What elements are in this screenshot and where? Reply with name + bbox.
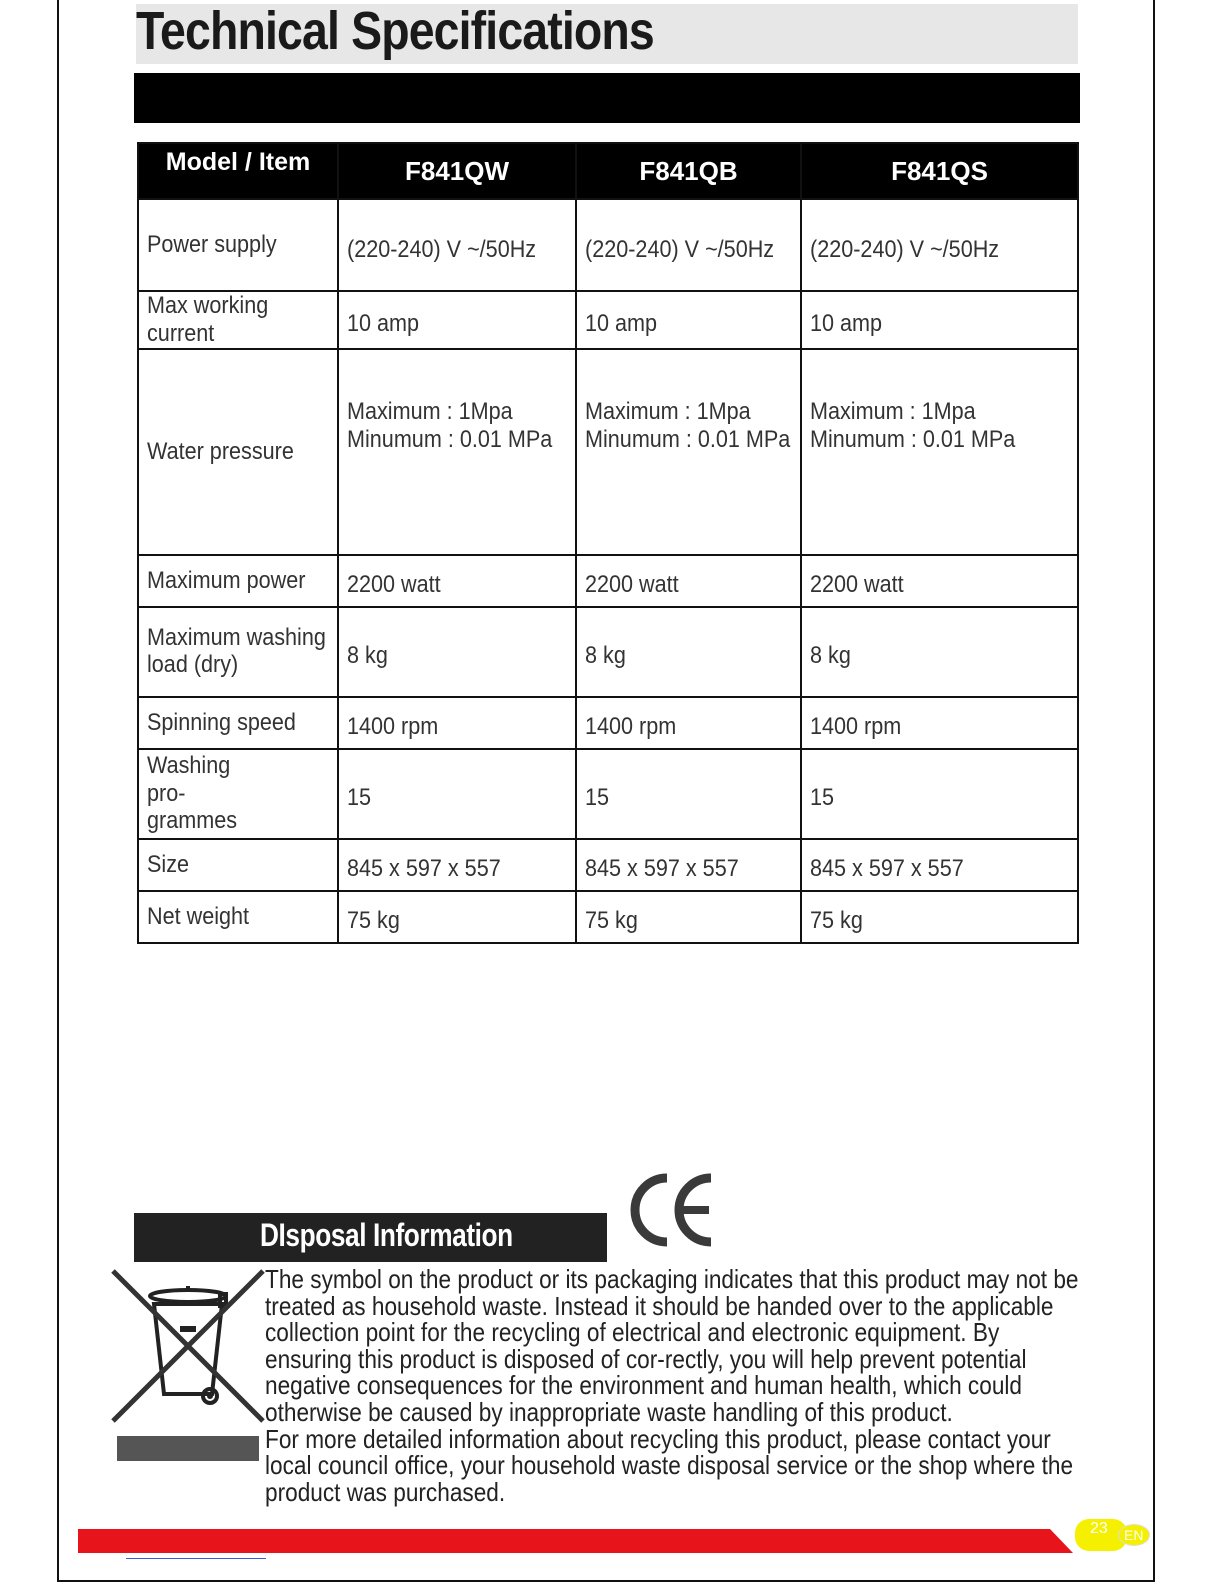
table-cell <box>576 891 801 943</box>
row-label-text: Maximum washing load (dry) <box>147 623 326 679</box>
column-header: F841QB <box>576 143 801 199</box>
table-cell <box>338 199 576 291</box>
cell-value: 1400 rpm <box>347 712 439 740</box>
column-header: Model / Item <box>138 143 338 199</box>
table-cell <box>338 349 576 555</box>
cell-value: 8 kg <box>585 641 626 669</box>
table-cell <box>801 199 1078 291</box>
row-label <box>138 697 338 749</box>
disposal-body <box>265 1266 1083 1505</box>
row-label-text: Net weight <box>147 902 250 930</box>
row-label <box>138 199 338 291</box>
table-cell <box>801 291 1078 349</box>
cell-value-max: Maximum : 1Mpa <box>585 397 751 425</box>
table-cell <box>338 697 576 749</box>
disposal-heading: DIsposal Information <box>260 1217 513 1253</box>
spec-table <box>137 142 1079 944</box>
table-row <box>138 839 1078 891</box>
cell-value: (220-240) V ~/50Hz <box>810 236 1000 263</box>
table-row <box>138 291 1078 349</box>
row-label-text: Spinning speed <box>147 708 296 736</box>
table-row <box>138 749 1078 839</box>
row-label <box>138 291 338 349</box>
cell-value: 15 <box>585 783 610 811</box>
footer-red-strip <box>78 1529 1078 1553</box>
disposal-paragraph: The symbol on the product or its packaging indicates that this product may not be treated as household waste. Instead it should be handed over to the applicable collection point for the recycling of electrical and electronic equipment. By ensuring this product is disposed of cor-rectly, you will help prevent potential negative consequences for the environment and human health, which could otherwise be caused by inappropriate waste handling of this product. <box>265 1264 1079 1427</box>
row-label <box>138 349 338 555</box>
ce-mark-icon <box>627 1172 717 1248</box>
table-cell <box>338 291 576 349</box>
page-number: 23 <box>1090 1520 1108 1537</box>
row-label-text: Max working current <box>147 292 269 347</box>
table-cell <box>576 555 801 607</box>
table-cell <box>338 555 576 607</box>
bin-symbol-bar <box>117 1436 259 1461</box>
cell-value: 75 kg <box>585 906 638 934</box>
table-row <box>138 607 1078 697</box>
cell-value: (220-240) V ~/50Hz <box>347 236 537 263</box>
table-cell <box>576 349 801 555</box>
table-cell <box>801 349 1078 555</box>
table-row <box>138 349 1078 555</box>
footer-line <box>126 1558 266 1559</box>
row-label-text: Water pressure <box>147 437 294 465</box>
row-label <box>138 749 338 839</box>
table-cell <box>801 839 1078 891</box>
row-label-text: Size <box>147 850 190 878</box>
table-cell <box>801 891 1078 943</box>
cell-value-max: Maximum : 1Mpa <box>347 397 513 425</box>
table-cell <box>338 891 576 943</box>
cell-value: 1400 rpm <box>810 712 902 740</box>
row-label-text: Power supply <box>147 231 277 258</box>
table-cell <box>338 749 576 839</box>
cell-value: 10 amp <box>585 309 658 337</box>
table-row <box>138 891 1078 943</box>
table-cell <box>576 199 801 291</box>
table-cell <box>576 749 801 839</box>
cell-value: 845 x 597 x 557 <box>810 854 964 882</box>
cell-value-max: Maximum : 1Mpa <box>810 397 976 425</box>
table-cell <box>801 697 1078 749</box>
cell-value: 2200 watt <box>347 570 441 598</box>
row-label-text: Washing pro-grammes <box>147 752 238 835</box>
language-code: EN <box>1124 1527 1144 1543</box>
cell-value-min: Minumum : 0.01 MPa <box>347 425 553 453</box>
cell-value: 75 kg <box>347 906 400 934</box>
cell-value-min: Minumum : 0.01 MPa <box>585 425 791 453</box>
cell-value: 2200 watt <box>810 570 904 598</box>
table-cell <box>801 749 1078 839</box>
row-label <box>138 891 338 943</box>
cell-value: 1400 rpm <box>585 712 677 740</box>
table-cell <box>338 839 576 891</box>
table-row <box>138 199 1078 291</box>
cell-value: 8 kg <box>810 641 851 669</box>
cell-value: 15 <box>810 783 835 811</box>
table-header-row <box>138 143 1078 199</box>
column-header: F841QW <box>338 143 576 199</box>
row-label <box>138 839 338 891</box>
cell-value: 8 kg <box>347 641 388 669</box>
cell-value: 2200 watt <box>585 570 679 598</box>
column-header: F841QS <box>801 143 1078 199</box>
table-cell <box>576 291 801 349</box>
cell-value: 845 x 597 x 557 <box>585 854 739 882</box>
cell-value: 15 <box>347 783 372 811</box>
table-row <box>138 555 1078 607</box>
table-row <box>138 697 1078 749</box>
cell-value: 10 amp <box>810 309 883 337</box>
table-cell <box>576 697 801 749</box>
cell-value-min: Minumum : 0.01 MPa <box>810 425 1016 453</box>
header-band <box>134 73 1080 123</box>
row-label-text: Maximum power <box>147 566 306 594</box>
table-cell <box>576 839 801 891</box>
page-title: Technical Specifications <box>136 1 654 61</box>
row-label <box>138 555 338 607</box>
table-cell <box>801 607 1078 697</box>
table-cell <box>338 607 576 697</box>
table-cell <box>576 607 801 697</box>
crossed-out-wheelie-bin-icon <box>108 1266 268 1426</box>
cell-value: 845 x 597 x 557 <box>347 854 501 882</box>
cell-value: 75 kg <box>810 906 863 934</box>
row-label <box>138 607 338 697</box>
disposal-paragraph: For more detailed information about recycling this product, please contact your local council office, your household waste disposal service or the shop where the product was purchased. <box>265 1423 1074 1507</box>
cell-value: 10 amp <box>347 309 420 337</box>
table-cell <box>801 555 1078 607</box>
cell-value: (220-240) V ~/50Hz <box>585 236 775 263</box>
